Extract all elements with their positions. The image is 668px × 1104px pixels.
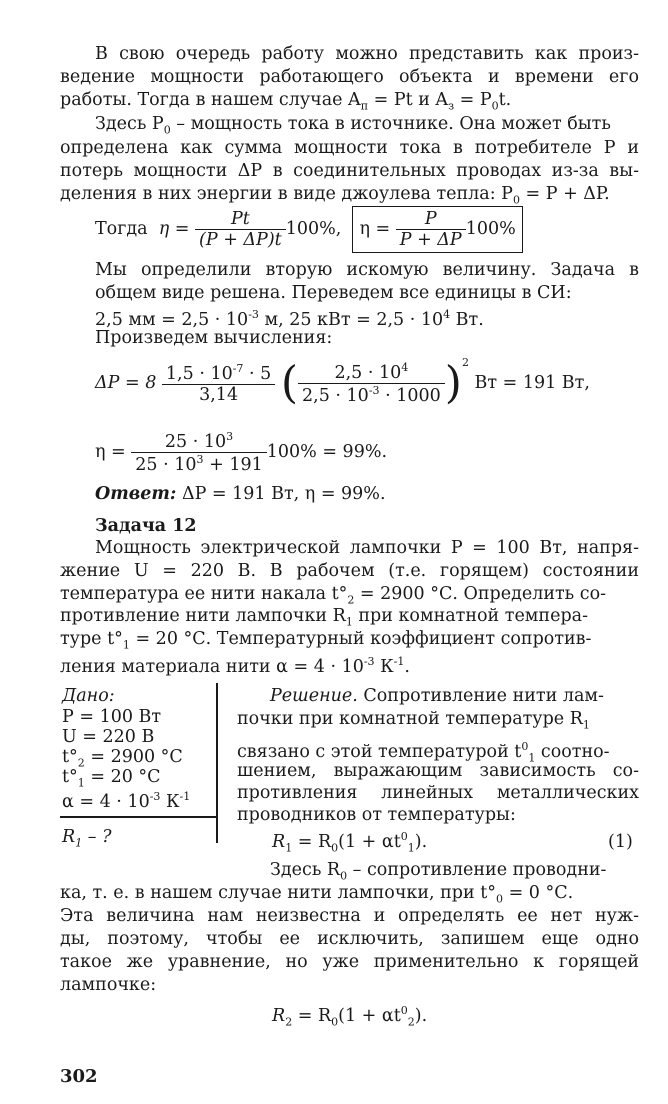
given-item: U = 220 В — [62, 727, 155, 747]
task-title: Задача 12 — [95, 516, 197, 536]
efficiency-formula: Тогда η = $\frac{Pt}{(P + \Delta P)t}$ 100%, η = $\frac{P}{P + \Delta P}$ 100% — [95, 206, 523, 253]
given-item: $t^\circ_1 = 20$ °С — [62, 767, 161, 790]
text-line: общем виде решена. Переведем все единицы в СИ: — [95, 283, 572, 303]
text-line: деления в них энергии в виде джоулева тепла: $P_0 = P + \Delta P$. — [60, 184, 610, 207]
text-line: противления линейных металлических — [237, 783, 639, 803]
text-line: связано с этой температурой $t^0_1$ соотно- — [237, 740, 610, 765]
given-item: $t^\circ_2 = 2900$ °С — [62, 747, 183, 770]
text-line: ления материала нити $\alpha = 4 \cdot 10^{-3}$ $К^{-1}$. — [60, 655, 410, 677]
page-number: 302 — [60, 1066, 98, 1087]
text-line: жение U = 220 В. В рабочем (т.е. горящем) состоянии — [60, 561, 639, 581]
fraction: $\frac{P}{P + \Delta P}$ — [396, 209, 466, 250]
text-line: почки при комнатной температуре $R_1$ — [237, 709, 590, 732]
given-divider-vertical — [216, 683, 218, 843]
text-line: Здесь $P_0$ – мощность тока в источнике. Она может быть — [95, 114, 611, 137]
text-line: 2,5 мм = $2,5 \cdot 10^{-3}$ м, 25 кВт = $2,5 \cdot 10^4$ Вт. — [95, 308, 484, 330]
given-item: P = 100 Вт — [62, 707, 162, 727]
text-line: Эта величина нам неизвестна и определять ее нет нуж- — [60, 906, 639, 926]
text-line: ды, поэтому, чтобы ее исключить, запишем еще одно — [60, 929, 639, 949]
text-line: ведение мощности работающего объекта и времени его — [60, 67, 639, 87]
text-line: Решение. Сопротивление нити лам- — [270, 686, 604, 706]
text-line: В свою очередь работу можно представить как произ- — [95, 44, 639, 64]
fraction: $\frac{1,5 \cdot 10^{-7} \cdot 5}{3,14}$ — [162, 362, 275, 405]
text-line: туре $t^\circ_1 = 20$ °С. Температурный коэффициент сопротив- — [60, 629, 592, 652]
resistance-formula-1: $R_1 = R_0(1 + \alpha t^0_1)$. — [272, 830, 428, 855]
text-line: температура ее нити накала $t^\circ_2 = 2900$ °С. Определить со- — [60, 584, 607, 607]
given-item: $\alpha = 4 \cdot 10^{-3}$ $К^{-1}$ — [62, 790, 191, 812]
text-line: противление нити лампочки $R_1$ при комнатной темпера- — [60, 606, 588, 629]
find-label: $R_1$ – ? — [62, 827, 112, 850]
text-line: Произведем вычисления: — [95, 328, 333, 348]
text-line: работы. Тогда в нашем случае $A_п = Pt$ и $A_з = P_0t$. — [60, 90, 512, 113]
text-line: потерь мощности ΔP в соединительных проводах из-за вы- — [60, 161, 639, 181]
text-line: Здесь $R_0$ – сопротивление проводни- — [270, 860, 607, 883]
text-line: ка, т. е. в нашем случае нити лампочки, при $t^\circ_0 = 0$ °С. — [60, 883, 574, 906]
text-line: определена как сумма мощности тока в потребителе P и — [60, 138, 639, 158]
power-loss-formula: ΔP = 8 $\frac{1,5 \cdot 10^{-7} \cdot 5}{3,14}$ ( $\frac{2,5 \cdot 10^4}{2,5 \cdot 10^{-3} \cdot 1000}$ )$^2$ Вт = 191 Вт, — [95, 356, 590, 409]
text-line: проводников от температуры: — [237, 805, 516, 825]
fraction: $\frac{25 \cdot 10^3}{25 \cdot 10^3 + 191}$ — [131, 430, 266, 475]
efficiency-value-formula: η = $\frac{25 \cdot 10^3}{25 \cdot 10^3 + 191}$ 100% = 99%. — [95, 430, 388, 475]
text-line: Мы определили вторую искомую величину. Задача в — [95, 260, 639, 280]
given-divider-horizontal — [60, 816, 217, 818]
text-line: лампочке: — [60, 975, 157, 995]
text-line: Мощность электрической лампочки P = 100 Вт, напря- — [95, 538, 639, 558]
boxed-result: η = $\frac{P}{P + \Delta P}$ 100% — [352, 206, 522, 253]
answer-line: Ответ: ΔP = 191 Вт, η = 99%. — [95, 484, 386, 504]
equation-number: (1) — [608, 832, 633, 852]
text-line: шением, выражающим зависимость со- — [237, 761, 639, 781]
text-line: такое же уравнение, но уже применительно к горящей — [60, 952, 639, 972]
fraction: $\frac{Pt}{(P + \Delta P)t}$ — [195, 209, 286, 250]
resistance-formula-2: $R_2 = R_0(1 + \alpha t^0_2)$. — [272, 1004, 428, 1029]
fraction: $\frac{2,5 \cdot 10^4}{2,5 \cdot 10^{-3} \cdot 1000}$ — [298, 361, 445, 406]
given-label: Дано: — [62, 686, 115, 706]
